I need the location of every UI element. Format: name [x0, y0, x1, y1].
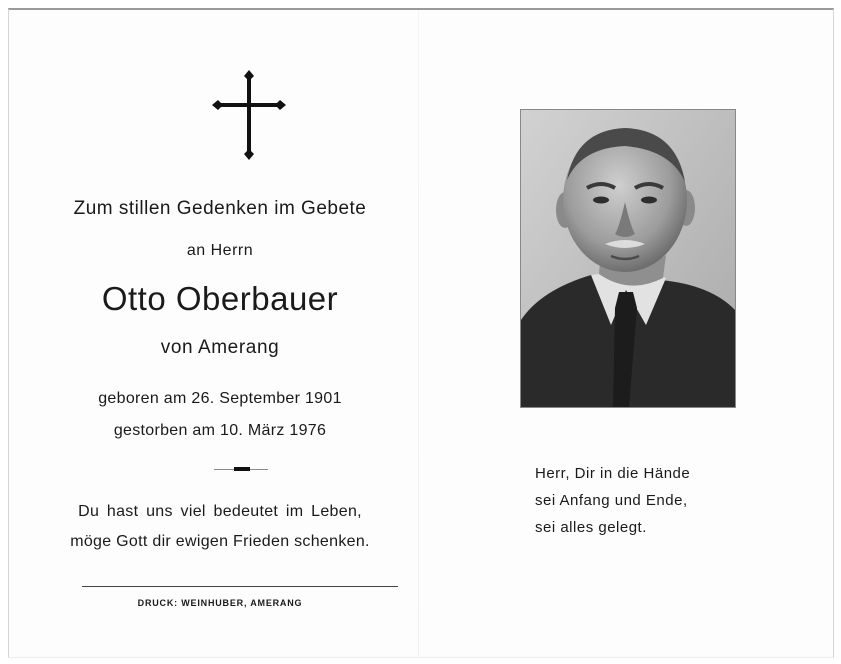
verse-line-1: Du hast uns viel bedeutet im Leben, — [78, 503, 362, 520]
prayer-text — [535, 460, 690, 541]
death-date: gestorben am 10. März 1976 — [113, 422, 327, 439]
portrait-illustration — [521, 110, 735, 407]
birth-date: geboren am 26. September 1901 — [98, 390, 342, 407]
prayer-line-2: sei Anfang und Ende, — [535, 492, 688, 509]
cross-icon — [212, 70, 286, 160]
divider-mark — [234, 467, 250, 471]
memorial-heading: Zum stillen Gedenken im Gebete — [73, 198, 367, 219]
card-fold — [418, 10, 419, 656]
verse-line-2: möge Gott dir ewigen Frieden schenken. — [70, 533, 370, 550]
prayer-line-1: Herr, Dir in die Hände — [535, 465, 691, 482]
portrait-photo — [520, 109, 736, 408]
origin-place: von Amerang — [160, 337, 280, 358]
salutation: an Herrn — [186, 242, 254, 259]
deceased-name: Otto Oberbauer — [101, 280, 339, 317]
footer-rule — [82, 586, 398, 587]
printer-credit: DRUCK: WEINHUBER, AMERANG — [137, 598, 303, 608]
prayer-line-3: sei alles gelegt. — [535, 519, 647, 536]
